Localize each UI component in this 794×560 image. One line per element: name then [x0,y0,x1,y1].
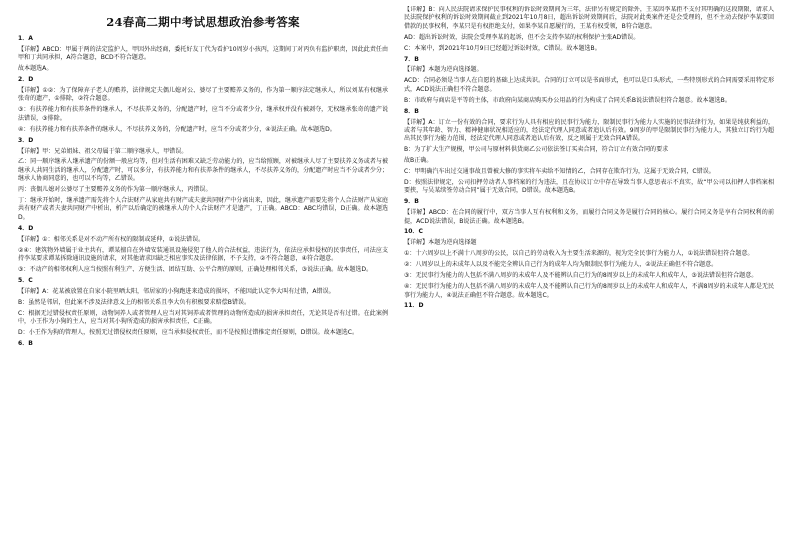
answer-paragraph: D：小王作为狗的管理人，按照无过错侵权责任原则，应当承担侵权责任，而不是按照过错推定责任原则，D错误。故本题选C。 [18,328,359,336]
question-number: 11．D [404,302,424,310]
answer-paragraph: 故B正确。 [404,157,433,165]
answer-paragraph: 【详解】本题为逆向选择题 [404,239,477,247]
answer-paragraph: ③：无民事行为能力的人包括不满八周岁的未成年人及不能辨认自己行为的8周岁以上的未成年人和成年人，③说法错误但符合题意。 [404,272,758,280]
answer-paragraph: C：根据无过错侵权责任原则，动物饲养人或者管理人应当对其饲养或者管理的动物所造成的损害承担责任，无论其是否有过错。在此案例中，小王作为小狗的主人，应当对其小狗所造成的损害承担责任，C正确。 [18,309,388,325]
question-number: 1．A [18,35,33,42]
question-number: 7．B [404,55,419,63]
answer-paragraph: 【详解】甲：兄弟姐妹、祖父母属于第二顺序继承人，甲错误。 [18,147,188,155]
left-column-body [18,35,388,348]
answer-paragraph: ③：不动产的相邻权利人应当按照有利生产、方便生活、团结互助、公平合理的原则，正确处理相邻关系，③说法正确。故本题选D。 [18,265,373,273]
answer-paragraph: ②：八周岁以上的未成年人以及不能完全辨认自己行为的成年人均为限制民事行为能力人，②说法正确但不符合题意。 [404,261,718,269]
answer-paragraph: ③：有扶养能力和有扶养条件的继承人，不尽扶养义务的，分配遗产时，应当不分或者少分，继承权并没有被剥夺，无权继承张奇的遗产说法错误，③排除。 [18,106,388,122]
answer-paragraph: ①：十六周岁以上不满十八周岁的公民，以自己的劳动收入为主要生活来源的，视为完全民事行为能力人，①说法错误但符合题意。 [404,250,754,258]
answer-paragraph: 【详解】ABCD：甲属于两的法定监护人，甲因外出经商，委托好友丁代为看护10周岁小孩丙，这期间丁对丙负有监护职责，因此此责任由甲和丁共同承担，A符合题意，BCD不符合题意。 [18,45,388,62]
answer-paragraph: B：为了扩大生产规模，甲公司与原材料供货商乙公司依法签订买卖合同，符合订立有效合同的要求 [404,146,669,154]
question-number: 9．B [404,198,419,206]
left-column [18,6,388,556]
question-number: 4．D [18,224,34,232]
question-number: 6．B [18,339,33,347]
right-column [404,6,774,556]
answer-paragraph: ④：无民事行为能力的人包括不满八周岁的未成年人及不能辨认自己行为的8周岁以上的未成年人和成年人，不满8周岁的未成年人都是无民事行为能力人，④说法正确但不符合题意。故本题选C。 [404,283,774,299]
question-number: 8．B [404,107,419,115]
right-column-body [404,6,774,311]
answer-paragraph: ACD：合同必须是当事人在自愿的基础上达成共识。合同的订立可以是书面形式，也可以是口头形式，一些特别形式的合同需要采用特定形式，ACD说法正确但不符合题意。 [404,77,774,93]
question-number: 2．D [18,76,34,84]
answer-paragraph: AD：超出诉讼时效，法院会受理李某的起诉，但不会支持李某的权利保护主张AD错误。 [404,33,640,41]
answer-paragraph: 丁：继承开始时，继承遗产需先将个人合法财产从家庭共有财产或夫妻共同财产中分离出来，因此，继承遗产需要先将个人合法财产从家庭共有财产或者夫妻共同财产中析出，析产以后确定的被继承人的个人合法财产才是遗产，丁正确。ABCD：ABC均错误，D正确。故本题选D。 [18,197,388,221]
answer-paragraph: B：市政府与商店是平等的主体，市政府向某商店购买办公用品的行为构成了合同关系B说法错误但符合题意。故本题选B。 [404,96,731,104]
answer-paragraph: 【详解】ABCD：在合同的履行中，双方当事人互有权利和义务，而履行合同义务是履行合同的核心。履行合同义务是享有合同权利的前提，ACD说法错误，B说法正确。故本题选B。 [404,209,774,225]
answer-paragraph: ②④：建筑物外墙属于业主共有，谭某擅自在外墙安装通讯设施侵犯了他人的合法权益，违法行为，依法应承担侵权的民事责任，司法应支持李某要求谭某拆除通讯设施的请求，对其他请求因缺乏相应事实及法律依据，不予支持，②不符合题意，④符合题意。 [18,246,388,262]
answer-paragraph: 故本题选A。 [18,65,53,73]
question-number: 3．D [18,136,34,144]
answer-paragraph: B：虽然是邻居，但此案不涉及法律意义上的相邻关系且李大负有积极要求赔偿B错误。 [18,298,251,306]
answer-paragraph: 【详解】A：花某被放置在自家小院里晒太阳，邻居家的小狗跑进来造成的损坏，不能因此认定李大叫有过错，A错误。 [18,287,335,295]
question-number: 5．C [18,276,33,284]
page-title: 24春高二期中考试思想政治参考答案 [106,15,300,29]
answer-paragraph: 丙：丧偶儿媳对公婆尽了主要赡养义务的作为第一顺序继承人，丙错误。 [18,186,212,194]
answer-paragraph: 【详解】本题为逆向选择题。 [404,66,483,74]
answer-paragraph: 【详解】①：相邻关系是对不动产所有权的限制或延伸，①说法错误。 [18,235,205,243]
answer-paragraph: ④：有扶养能力和有扶养条件的继承人，不尽扶养义务的，分配遗产时，应当不分或者少分，④说法正确。故本题选D。 [18,125,336,133]
answer-paragraph: C：甲明确汽车出过交通事故且曾被大修的事实将车卖给不知情的乙，合同存在欺诈行为，这属于无效合同，C错误。 [404,168,715,176]
answer-paragraph: 【详解】①②：为了保障弃子老人的赡养，法律规定夫偶儿媳对公、婆尽了主要赡养义务的，作为第一顺序法定继承人，所以刘某有权继承张奇的遗产，①排除，②符合题意。 [18,87,388,103]
answer-paragraph: 【详解】B：向人民法院请求保护民事权利的诉讼时效期间为三年，法律另有规定的除外，王某因李某拒不支付其明确的这段期限，请求人民法院保护权利的诉讼时效期间截止到2021年10月8日，超出诉讼时效期间后，法院对此类案件还是会受理的，但不主动去保护李某要回借款的民事权利，李某只是有权拒绝支付，如果李某自愿履行的，王某有权受领，B符合题意。 [404,6,774,30]
answer-paragraph: 【详解】A：订立一份有效的合同，要求行为人具有相应的民事行为能力，限制民事行为能力人实施的民事法律行为，如果是纯获利益的，或者与其年龄、智力、精神健康状况相适应的，经法定代理人同意或者追认后有效。9周岁的甲是限制民事行为能力人，其独立订约行为超出其民事行为能力范围，经法定代理人同意或者追认后有效，反之则属于无效合同A错误。 [404,118,774,143]
question-number: 10．C [404,228,423,236]
answer-paragraph: 乙：同一顺序继承人继承遗产的份额一般应均等，但对生活有困难又缺乏劳动能力的，应当给照顾，对被继承人尽了主要扶养义务或者与被继承人共同生活的继承人，分配遗产时，可以多分，有扶养能力和有扶养条件的继承人，不尽扶养义务的，分配遗产时应当不分或者少分；继承人协商同意的，也可以不均等，乙错误。 [18,158,388,183]
answer-paragraph: D：按照法律规定，公司扣押劳动者人事档案的行为违法，且在协议订立中存在导致当事人意思表示不真实，故“甲公司以扣押人事档案相要挟，与吴某续签劳动合同”属于无效合同，D错误。故本题选B。 [404,178,774,195]
answer-paragraph: C：本案中，到2021年10月9日已经超过诉讼时效，C错误。故本题选B。 [404,44,601,52]
